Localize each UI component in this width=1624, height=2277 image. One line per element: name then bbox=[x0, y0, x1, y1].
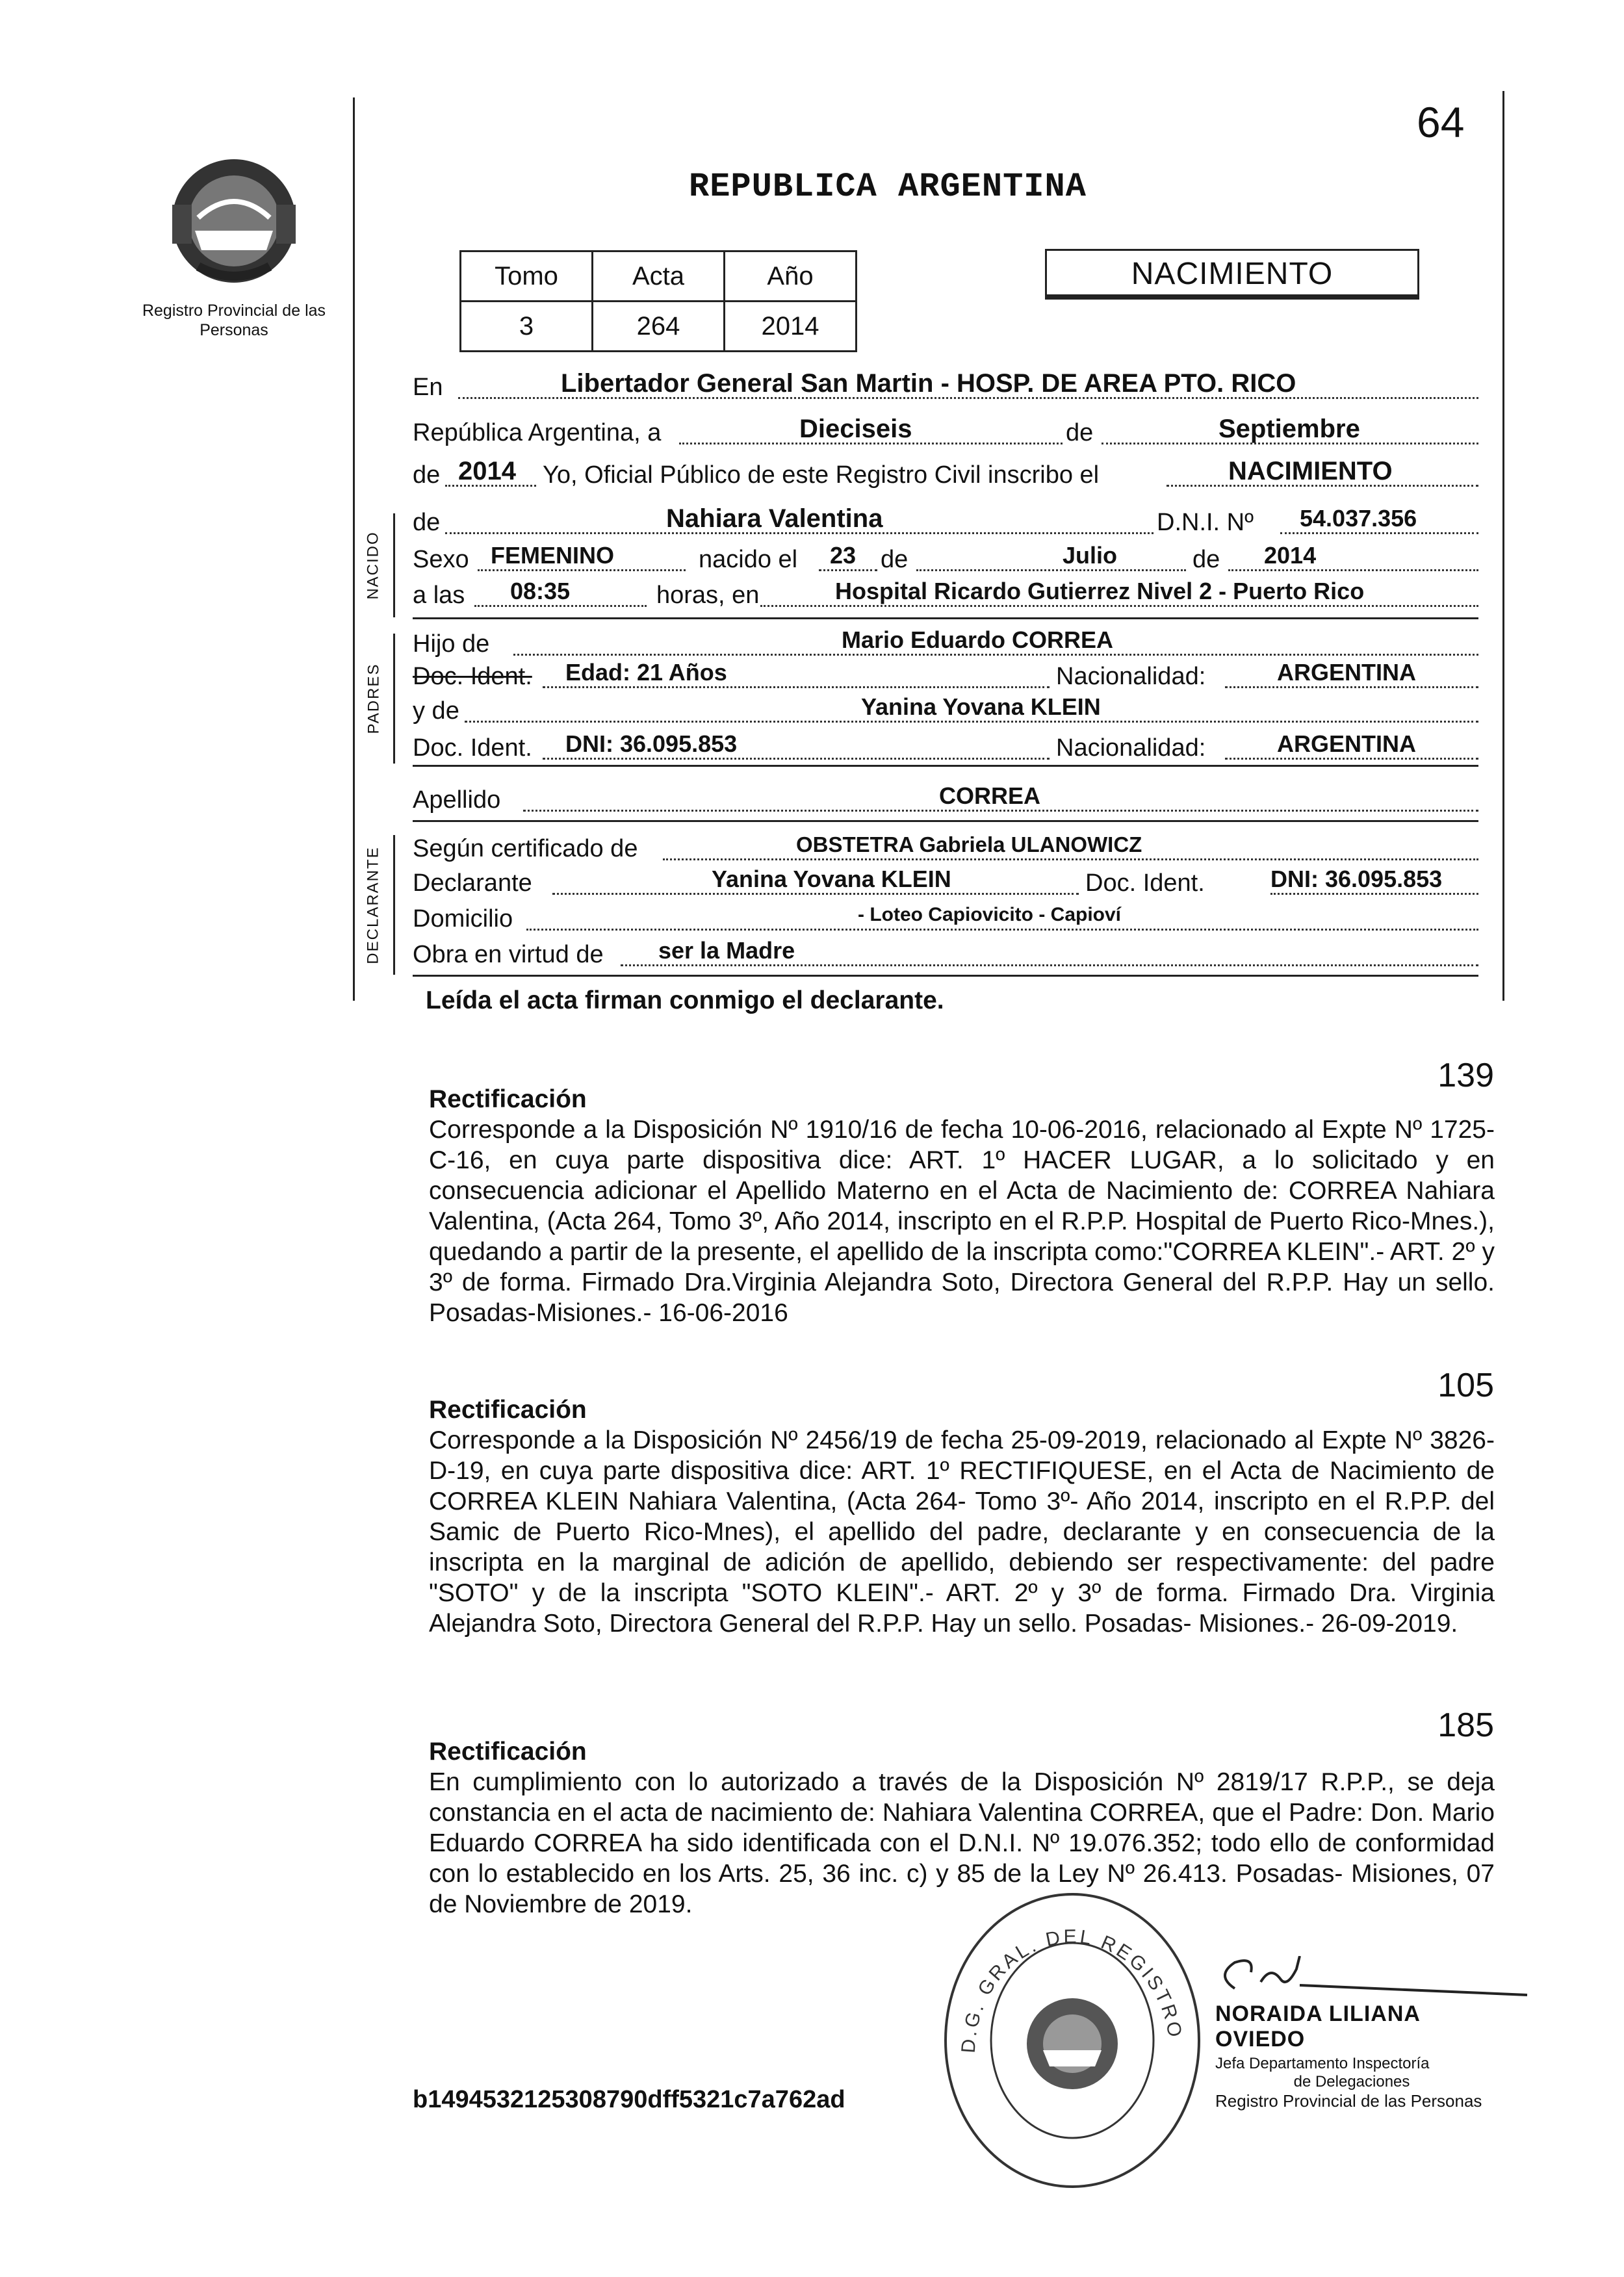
label-de-mes: de bbox=[881, 546, 909, 573]
value-mes: Septiembre bbox=[1218, 415, 1360, 443]
row-certificado bbox=[413, 832, 1478, 864]
signature-role: Jefa Departamento Inspectoría bbox=[1215, 2055, 1430, 2072]
label-declarante: Declarante bbox=[413, 869, 532, 897]
label-doc-ident: Doc. Ident. bbox=[413, 734, 532, 762]
value-acto: NACIMIENTO bbox=[1228, 457, 1393, 485]
label-domicilio: Domicilio bbox=[413, 905, 513, 933]
signature-name: NORAIDA LILIANA OVIEDO bbox=[1215, 2001, 1420, 2052]
label-republica: República Argentina, a bbox=[413, 419, 662, 446]
row-obra bbox=[413, 938, 1478, 970]
divider-padres bbox=[413, 765, 1478, 767]
rectificacion-3-title: Rectificación bbox=[429, 1738, 587, 1766]
page-number: 64 bbox=[1417, 98, 1465, 146]
value-domicilio: - Loteo Capiovicito - Capioví bbox=[858, 904, 1122, 925]
closing-statement: Leída el acta firman conmigo el declarante. bbox=[426, 986, 944, 1014]
value-padre-nac: ARGENTINA bbox=[1277, 659, 1416, 686]
row-declarante bbox=[413, 866, 1478, 899]
register-value-anio: 2014 bbox=[725, 302, 857, 352]
row-padre-doc bbox=[413, 660, 1478, 692]
row-nombre bbox=[413, 506, 1478, 538]
value-obra: ser la Madre bbox=[658, 937, 795, 964]
rectificacion-1-title: Rectificación bbox=[429, 1085, 587, 1113]
label-en: En bbox=[413, 374, 443, 401]
signature-org: Registro Provincial de las Personas bbox=[1215, 2091, 1482, 2111]
label-de2: de bbox=[413, 461, 441, 489]
value-dni: 54.037.356 bbox=[1300, 505, 1417, 532]
label-nacionalidad2: Nacionalidad: bbox=[1056, 734, 1206, 762]
value-lugar: Libertador General San Martin - HOSP. DE AREA PTO. RICO bbox=[561, 369, 1296, 398]
label-yo: Yo, Oficial Público de este Registro Civil inscribo el bbox=[543, 461, 1100, 489]
side-label-nacido: NACIDO bbox=[365, 531, 382, 600]
label-obra: Obra en virtud de bbox=[413, 941, 604, 968]
value-nombre: Nahiara Valentina bbox=[666, 504, 883, 533]
value-padre: Mario Eduardo CORREA bbox=[842, 626, 1114, 653]
rectificacion-3-text: En cumplimiento con lo autorizado a través de la Disposición Nº 2819/17 R.P.P., se deja constancia en el acta de nacimiento de: Nahiara Valentina CORREA, que el Padre: Don. Mario Eduardo CORREA ha sido identificada con el D.N.I. Nº 19.076.352; todo ello de conformidad con lo establecido en los Arts. 25, 36 inc. c) y 85 de la Ley Nº 26.413. Posadas- Misiones, 07 de Noviembre de 2019. bbox=[429, 1768, 1495, 1918]
label-nacionalidad: Nacionalidad: bbox=[1056, 663, 1206, 690]
page-title: REPUBLICA ARGENTINA bbox=[689, 168, 1087, 206]
value-nac-mes: Julio bbox=[1063, 542, 1118, 569]
register-header-anio: Año bbox=[725, 251, 857, 302]
value-madre: Yanina Yovana KLEIN bbox=[861, 693, 1101, 720]
value-hora: 08:35 bbox=[510, 578, 571, 604]
label-horas-en: horas, en bbox=[656, 582, 760, 609]
label-dni: D.N.I. Nº bbox=[1157, 509, 1254, 536]
signature-block bbox=[1215, 2001, 1488, 2111]
value-nac-anio: 2014 bbox=[1264, 542, 1317, 569]
value-nac-dia: 23 bbox=[830, 542, 857, 569]
row-fecha bbox=[413, 416, 1478, 448]
rectificacion-1-number: 139 bbox=[1437, 1057, 1494, 1094]
value-madre-nac: ARGENTINA bbox=[1277, 730, 1416, 757]
official-stamp bbox=[936, 1885, 1209, 2190]
value-declarante: Yanina Yovana KLEIN bbox=[712, 866, 951, 892]
rectificacion-1-text: Corresponde a la Disposición Nº 1910/16 de fecha 10-06-2016, relacionado al Expte Nº 1725-C-16, en cuya parte dispositiva dice: ART. 1º HACER LUGAR, a lo solicitado y en consecuencia adicionar el Apellido Materno en el Acta de Nacimiento de: CORREA Nahiara Valentina, (Acta 264, Tomo 3º, Año 2014, inscripto en el R.P.P. Hospital de Puerto Rico-Mnes.), quedando a partir de la presente, el apellido de la inscripta como:"CORREA KLEIN".- ART. 2º y 3º de forma. Firmado Dra.Virginia Alejandra Soto, Directora General del R.P.P. Hay un sello. Posadas-Misiones.- 16-06-2016 bbox=[429, 1116, 1495, 1327]
register-table bbox=[459, 250, 857, 352]
label-segun: Según certificado de bbox=[413, 835, 638, 862]
row-madre bbox=[413, 694, 1478, 727]
value-apellido: CORREA bbox=[939, 782, 1041, 809]
label-doc-ident-struck: Doc. Ident. bbox=[413, 663, 532, 690]
value-anio: 2014 bbox=[458, 457, 516, 485]
value-madre-doc: DNI: 36.095.853 bbox=[565, 730, 738, 757]
signature-scribble bbox=[1209, 1956, 1534, 2005]
value-sexo: FEMENINO bbox=[491, 542, 615, 569]
register-header-tomo: Tomo bbox=[461, 251, 593, 302]
value-hospital: Hospital Ricardo Gutierrez Nivel 2 - Puerto Rico bbox=[835, 578, 1365, 604]
act-type-box bbox=[1045, 249, 1419, 300]
right-margin-line bbox=[1502, 91, 1504, 1001]
row-sexo bbox=[413, 543, 1478, 575]
row-anio bbox=[413, 458, 1478, 491]
row-domicilio bbox=[413, 902, 1478, 934]
divider-declarante bbox=[413, 975, 1478, 977]
register-value-tomo: 3 bbox=[461, 302, 593, 352]
rectificacion-2-text: Corresponde a la Disposición Nº 2456/19 de fecha 25-09-2019, relacionado al Expte Nº 3826-D-19, en cuya parte dispositiva dice: ART. 1º RECTIFIQUESE, en el Acta de Nacimiento de CORREA KLEIN Nahiara Valentina, (Acta 264- Tomo 3º- Año 2014, inscripto en el R.P.P. del Samic de Puerto Rico-Mnes), el apellido del padre, declarante y en consecuencia de la inscripta en la marginal de adición de apellido, debiendo ser respectivamente: del padre "SOTO" y de la inscripta "SOTO KLEIN".- ART. 2º y 3º de forma. Firmado Dra. Virginia Alejandra Soto, Directora General del R.P.P. Hay un sello. Posadas- Misiones.- 26-09-2019. bbox=[429, 1426, 1495, 1638]
value-padre-doc: Edad: 21 Años bbox=[565, 659, 727, 686]
value-declarante-doc: DNI: 36.095.853 bbox=[1270, 866, 1443, 892]
rectificacion-1 bbox=[429, 1084, 1495, 1328]
row-lugar bbox=[413, 370, 1478, 403]
signature-dept: de Delegaciones bbox=[1293, 2073, 1410, 2090]
rectificacion-3-number: 185 bbox=[1437, 1706, 1494, 1744]
label-doc-ident3: Doc. Ident. bbox=[1085, 869, 1205, 897]
row-apellido bbox=[413, 783, 1478, 816]
label-a-las: a las bbox=[413, 582, 465, 609]
label-apellido: Apellido bbox=[413, 786, 501, 814]
register-value-acta: 264 bbox=[593, 302, 725, 352]
label-de-anio: de bbox=[1192, 546, 1220, 573]
act-type: NACIMIENTO bbox=[1131, 257, 1334, 291]
stamp-text: D.G. GRAL. DEL REGISTRO bbox=[957, 1925, 1187, 2054]
declarante-bracket bbox=[393, 835, 395, 975]
register-header-acta: Acta bbox=[593, 251, 725, 302]
seal-caption: Registro Provincial de las Personas bbox=[142, 302, 326, 339]
side-label-padres: PADRES bbox=[365, 663, 383, 734]
label-de-name: de bbox=[413, 509, 441, 536]
row-madre-doc bbox=[413, 731, 1478, 764]
divider-nacido bbox=[413, 617, 1478, 619]
document-hash: b1494532125308790dff5321c7a762ad bbox=[413, 2086, 845, 2113]
value-certificado: OBSTETRA Gabriela ULANOWICZ bbox=[796, 832, 1142, 856]
label-nacido-el: nacido el bbox=[699, 546, 798, 573]
side-label-declarante: DECLARANTE bbox=[365, 845, 382, 964]
row-hora bbox=[413, 578, 1478, 611]
nacido-bracket bbox=[393, 513, 395, 617]
label-y-de: y de bbox=[413, 697, 459, 725]
row-padre bbox=[413, 627, 1478, 660]
divider-apellido bbox=[413, 820, 1478, 822]
value-dia: Dieciseis bbox=[799, 415, 912, 443]
rectificacion-2 bbox=[429, 1395, 1495, 1639]
rectificacion-2-number: 105 bbox=[1437, 1367, 1494, 1404]
label-hijo-de: Hijo de bbox=[413, 630, 490, 658]
rectificacion-2-title: Rectificación bbox=[429, 1396, 587, 1424]
label-de: de bbox=[1066, 419, 1094, 446]
province-seal bbox=[159, 146, 309, 296]
label-sexo: Sexo bbox=[413, 546, 469, 573]
padres-bracket bbox=[393, 634, 395, 764]
